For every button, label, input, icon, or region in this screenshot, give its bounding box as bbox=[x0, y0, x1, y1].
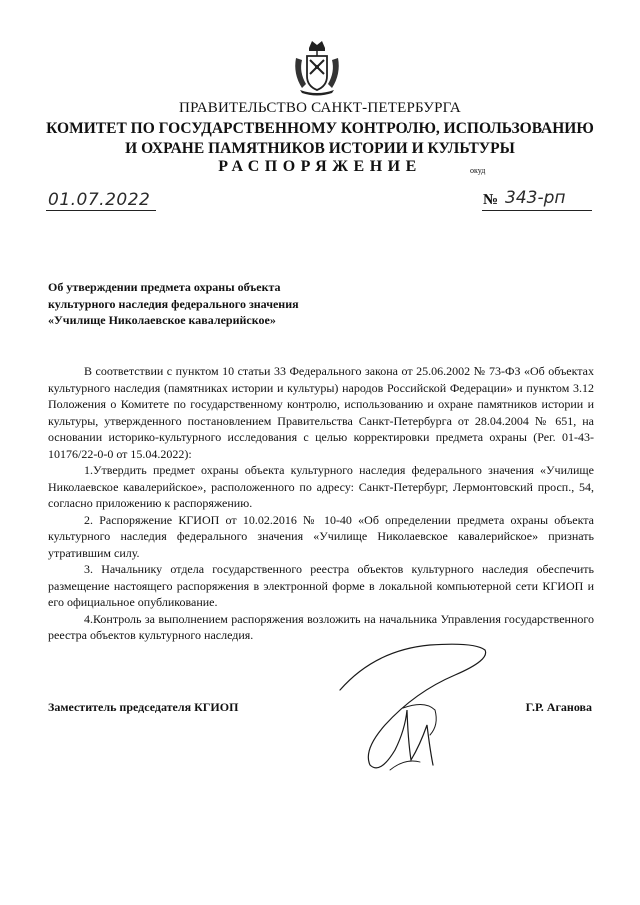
subject-line: культурного наследия федерального значения bbox=[48, 296, 299, 311]
signer-name: Г.Р. Аганова bbox=[525, 700, 592, 714]
committee-title bbox=[0, 119, 640, 159]
subject-line: Об утверждении предмета охраны объекта bbox=[48, 280, 281, 294]
document-body bbox=[48, 363, 594, 644]
committee-title-line: И ОХРАНЕ ПАМЯТНИКОВ ИСТОРИИ И КУЛЬТУРЫ bbox=[125, 140, 515, 157]
number-sign: № bbox=[483, 192, 499, 208]
subject-line: «Училище Николаевское кавалерийское» bbox=[48, 313, 276, 327]
document-date: 01.07.2022 bbox=[48, 190, 151, 210]
document-type: РАСПОРЯЖЕНИЕ bbox=[218, 158, 422, 175]
order-item-3: 3. Начальнику отдела государственного реестра объектов культурного наследия обеспечить размещение настоящего распоряжения в электронной форме в локальной компьютерной сети КГИОП и его официальное опубликование. bbox=[48, 562, 594, 609]
order-item-4: 4.Контроль за выполнением распоряжения возложить на начальника Управления государственного реестра объектов культурного наследия. bbox=[48, 611, 594, 642]
preamble-paragraph: В соответствии с пунктом 10 статьи 33 Федерального закона от 25.06.2002 № 73-ФЗ «Об объектах культурного наследия (памятниках истории и культуры) народов Российской Федерации» и пунктом 3.12 Положения о Комитете по государственному контролю, использованию и охране памятников истории и культуры, утвержденного постановлением Правительства Санкт-Петербурга от 28.04.2004 № 651, на основании историко-культурного исследования с целью корректировки предмета охраны (Рег. 01-43-10176/22-0-0 от 15.04.2022): bbox=[48, 364, 594, 461]
document-number: 343-рп bbox=[505, 188, 566, 208]
committee-title-line: КОМИТЕТ ПО ГОСУДАРСТВЕННОМУ КОНТРОЛЮ, ИСПОЛЬЗОВАНИЮ bbox=[46, 120, 594, 137]
coat-of-arms-icon bbox=[290, 38, 344, 96]
order-item-2: 2. Распоряжение КГИОП от 10.02.2016 № 10-40 «Об определении предмета охраны объекта культурного наследия федерального значения «Училище Николаевское кавалерийское» признать утратившим силу. bbox=[48, 512, 594, 560]
signer-position: Заместитель председателя КГИОП bbox=[48, 700, 239, 714]
handwritten-signature-icon bbox=[335, 630, 495, 780]
number-underline bbox=[482, 210, 592, 211]
document-subject bbox=[48, 279, 378, 329]
order-item-1: 1.Утвердить предмет охраны объекта культурного наследия федерального значения «Училище Николаевское кавалерийское», расположенного по адресу: Санкт-Петербург, Лермонтовский просп., 54, согласно приложению к распоряжению. bbox=[48, 463, 594, 510]
date-underline bbox=[46, 210, 156, 211]
okud-label: окуд bbox=[470, 166, 486, 175]
government-title: ПРАВИТЕЛЬСТВО САНКТ-ПЕТЕРБУРГА bbox=[179, 100, 461, 116]
